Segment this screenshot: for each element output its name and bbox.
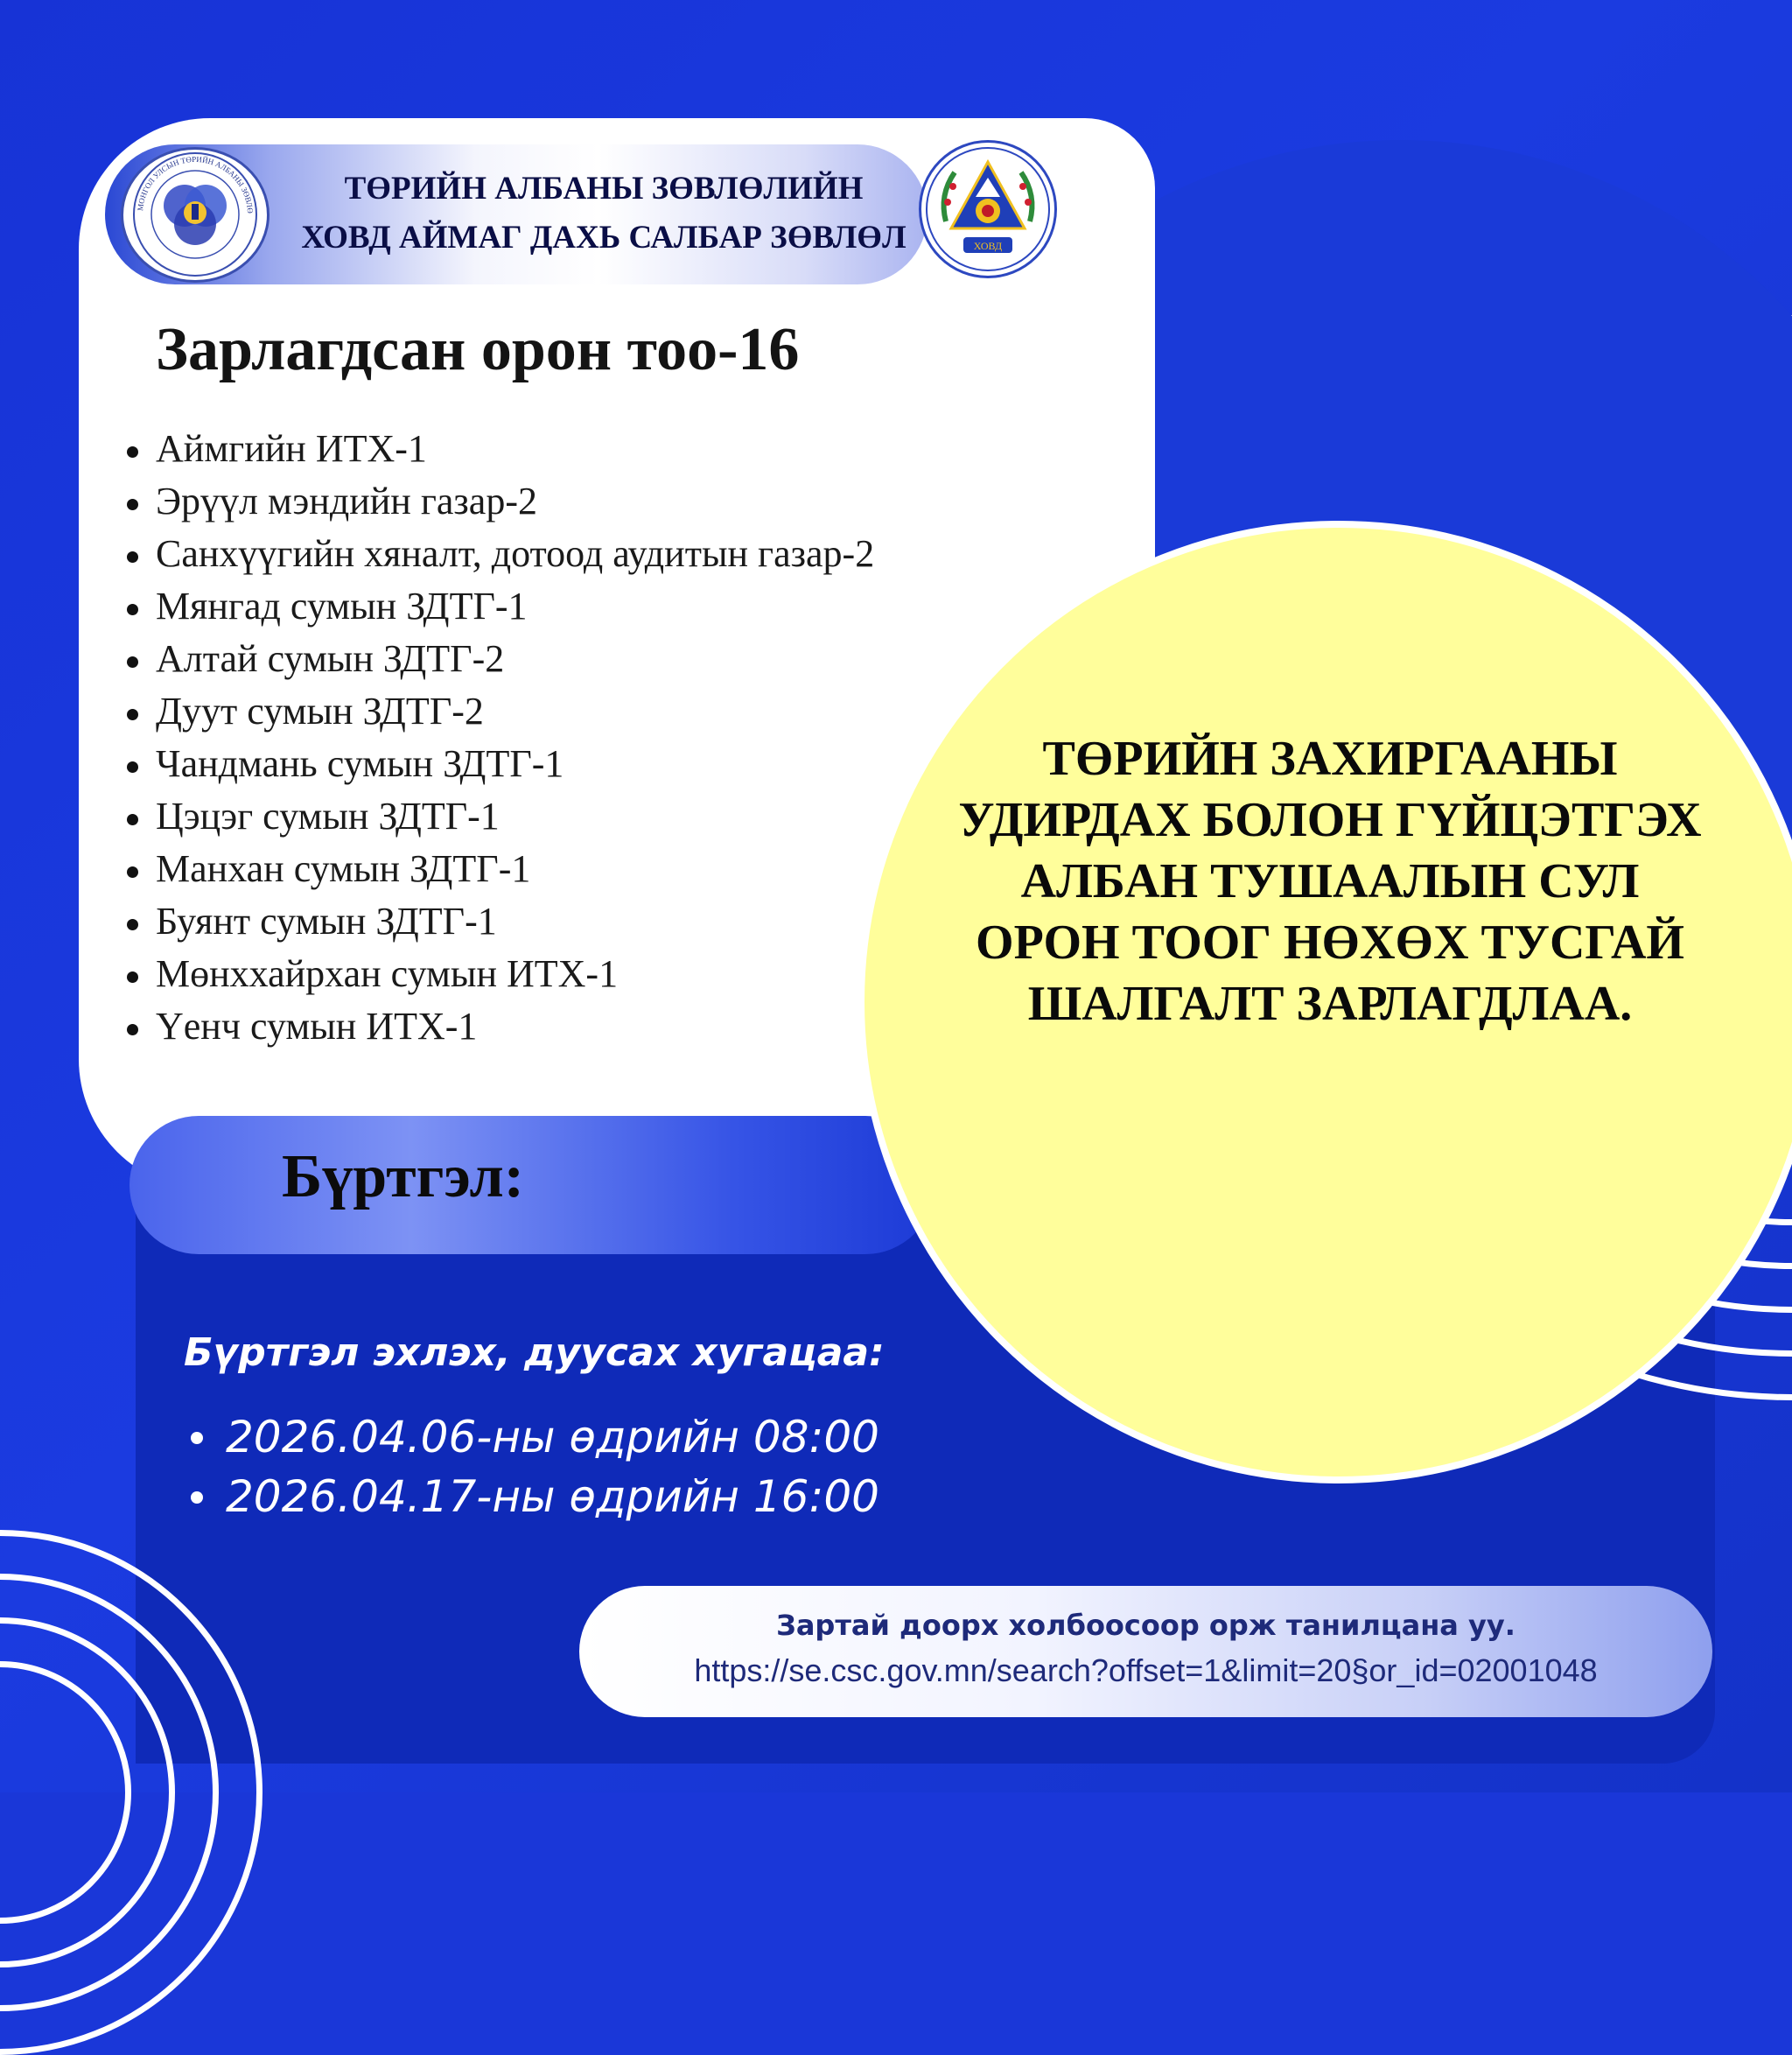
positions-list xyxy=(156,423,882,1053)
link-url[interactable]: https://se.csc.gov.mn/search?offset=1&limit=20§or_id=02001048 xyxy=(694,1652,1598,1688)
position-item: Манхан сумын ЗДТГ-1 xyxy=(156,843,882,895)
position-item: Аймгийн ИТХ-1 xyxy=(156,423,882,475)
registration-dates xyxy=(226,1407,879,1526)
registration-period-title: Бүртгэл эхлэх, дуусах хугацаа: xyxy=(184,1330,885,1375)
announcement-line: ОРОН ТООГ НӨХӨХ ТУСГАЙ xyxy=(976,915,1684,970)
registration-pill xyxy=(130,1116,934,1254)
link-pill xyxy=(579,1586,1712,1717)
position-item: Алтай сумын ЗДТГ-2 xyxy=(156,633,882,685)
org-title-line-1: ТӨРИЙН АЛБАНЫ ЗӨВЛӨЛИЙН xyxy=(344,171,864,207)
position-item: Мянгад сумын ЗДТГ-1 xyxy=(156,580,882,633)
registration-date: 2026.04.06-ны өдрийн 08:00 xyxy=(226,1407,879,1467)
position-item: Дуут сумын ЗДТГ-2 xyxy=(156,685,882,738)
khovd-aimag-emblem xyxy=(919,140,1057,278)
position-item: Цэцэг сумын ЗДТГ-1 xyxy=(156,790,882,843)
announcement-line: ТӨРИЙН ЗАХИРГААНЫ xyxy=(1042,732,1618,786)
announcement-line: ШАЛГАЛТ ЗАРЛАГДЛАА. xyxy=(1027,977,1633,1031)
position-item: Чандмань сумын ЗДТГ-1 xyxy=(156,738,882,790)
positions-title: Зарлагдсан орон тоо-16 xyxy=(156,316,800,383)
logo-left-text: МОНГОЛ УЛСЫН ТӨРИЙН АЛБАНЫ ЗӨВЛӨ xyxy=(136,154,256,214)
position-item: Мөнххайрхан сумын ИТХ-1 xyxy=(156,948,882,1000)
position-item: Үенч сумын ИТХ-1 xyxy=(156,1000,882,1053)
civil-service-council-logo xyxy=(121,147,270,283)
position-item: Эрүүл мэндийн газар-2 xyxy=(156,475,882,528)
registration-label: Бүртгэл: xyxy=(282,1143,525,1210)
org-title-line-2: ХОВД АЙМАГ ДАХЬ САЛБАР ЗӨВЛӨЛ xyxy=(301,220,906,256)
logo-right-text: ХОВД xyxy=(973,240,1003,252)
registration-date: 2026.04.17-ны өдрийн 16:00 xyxy=(226,1467,879,1526)
position-item: Санхүүгийн хяналт, дотоод аудитын газар-2 xyxy=(156,528,882,580)
position-item: Буянт сумын ЗДТГ-1 xyxy=(156,895,882,948)
organization-title xyxy=(280,165,928,263)
announcement-line: АЛБАН ТУШААЛЫН СУЛ xyxy=(1020,854,1640,908)
link-note: Зартай доорх холбоосоор орж танилцана уу. xyxy=(776,1609,1516,1642)
announcement-line: УДИРДАХ БОЛОН ГҮЙЦЭТГЭХ xyxy=(958,793,1702,847)
announcement-text xyxy=(910,728,1750,1035)
